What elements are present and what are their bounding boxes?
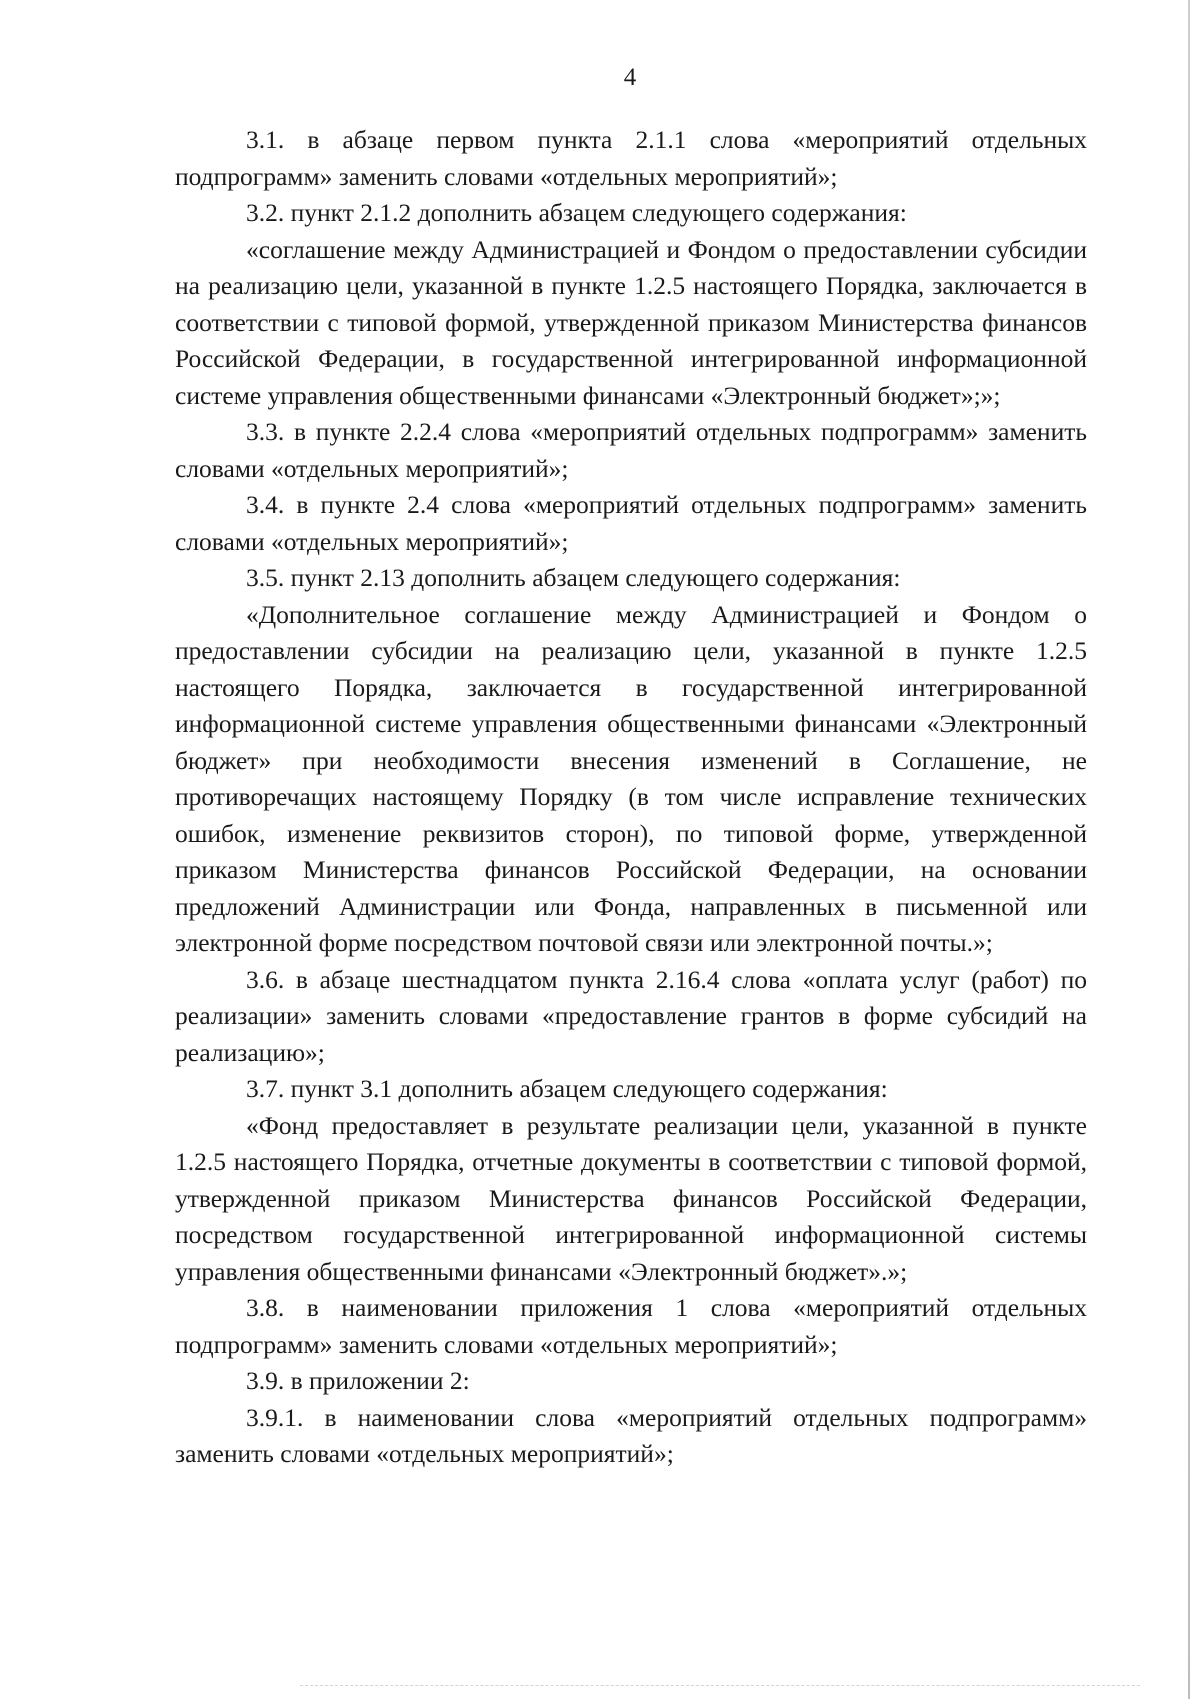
- page-edge: [1188, 0, 1190, 1699]
- document-body: [175, 122, 1087, 1473]
- paragraph-3-2-quote: «соглашение между Администрацией и Фондом о предоставлении субсидии на реализацию цели, указанной в пункте 1.2.5 настоящего Порядка, заключается в соответствии с типовой формой, утвержденной приказом Министерства финансов Российской Федерации, в государственной интегрированной информационной системе управления общественными финансами «Электронный бюджет»;»;: [175, 234, 1087, 410]
- paragraph-3-3: 3.3. в пункте 2.2.4 слова «мероприятий отдельных подпрограмм» заменить словами «отдельных мероприятий»;: [175, 417, 1087, 483]
- paragraph-3-9: 3.9. в приложении 2:: [246, 1366, 470, 1395]
- paragraph-3-1: 3.1. в абзаце первом пункта 2.1.1 слова «мероприятий отдельных подпрограмм» заменить словами «отдельных мероприятий»;: [175, 125, 1087, 191]
- paragraph-3-2: 3.2. пункт 2.1.2 дополнить абзацем следующего содержания:: [246, 198, 907, 227]
- paragraph-3-8: 3.8. в наименовании приложения 1 слова «мероприятий отдельных подпрограмм» заменить словами «отдельных мероприятий»;: [175, 1293, 1087, 1359]
- paragraph-3-7-quote: «Фонд предоставляет в результате реализации цели, указанной в пункте 1.2.5 настоящего Порядка, отчетные документы в соответствии с типовой формой, утвержденной приказом Министерства финансов Российской Федерации, посредством государственной интегрированной информационной системы управления общественными финансами «Электронный бюджет».»;: [175, 1110, 1087, 1286]
- paragraph-3-6: 3.6. в абзаце шестнадцатом пункта 2.16.4 слова «оплата услуг (работ) по реализации» заменить словами «предоставление грантов в форме субсидий на реализацию»;: [175, 964, 1087, 1067]
- paragraph-3-5-quote: «Дополнительное соглашение между Администрацией и Фондом о предоставлении субсидии на реализацию цели, указанной в пункте 1.2.5 настоящего Порядка, заключается в государственной интегрированной информационной системе управления общественными финансами «Электронный бюджет» при необходимости внесения изменений в Соглашение, не противоречащих настоящему Порядку (в том числе исправление технических ошибок, изменение реквизитов сторон), по типовой форме, утвержденной приказом Министерства финансов Российской Федерации, на основании предложений Администрации или Фонда, направленных в письменной или электронной форме посредством почтовой связи или электронной почты.»;: [175, 599, 1087, 957]
- page-bottom-edge: [300, 1685, 1140, 1687]
- paragraph-3-4: 3.4. в пункте 2.4 слова «мероприятий отдельных подпрограмм» заменить словами «отдельных мероприятий»;: [175, 490, 1087, 556]
- page-number: 4: [623, 64, 637, 91]
- paragraph-3-5: 3.5. пункт 2.13 дополнить абзацем следующего содержания:: [246, 563, 901, 592]
- paragraph-3-7: 3.7. пункт 3.1 дополнить абзацем следующего содержания:: [246, 1074, 888, 1103]
- paragraph-3-9-1: 3.9.1. в наименовании слова «мероприятий отдельных подпрограмм» заменить словами «отдельных мероприятий»;: [175, 1402, 1087, 1468]
